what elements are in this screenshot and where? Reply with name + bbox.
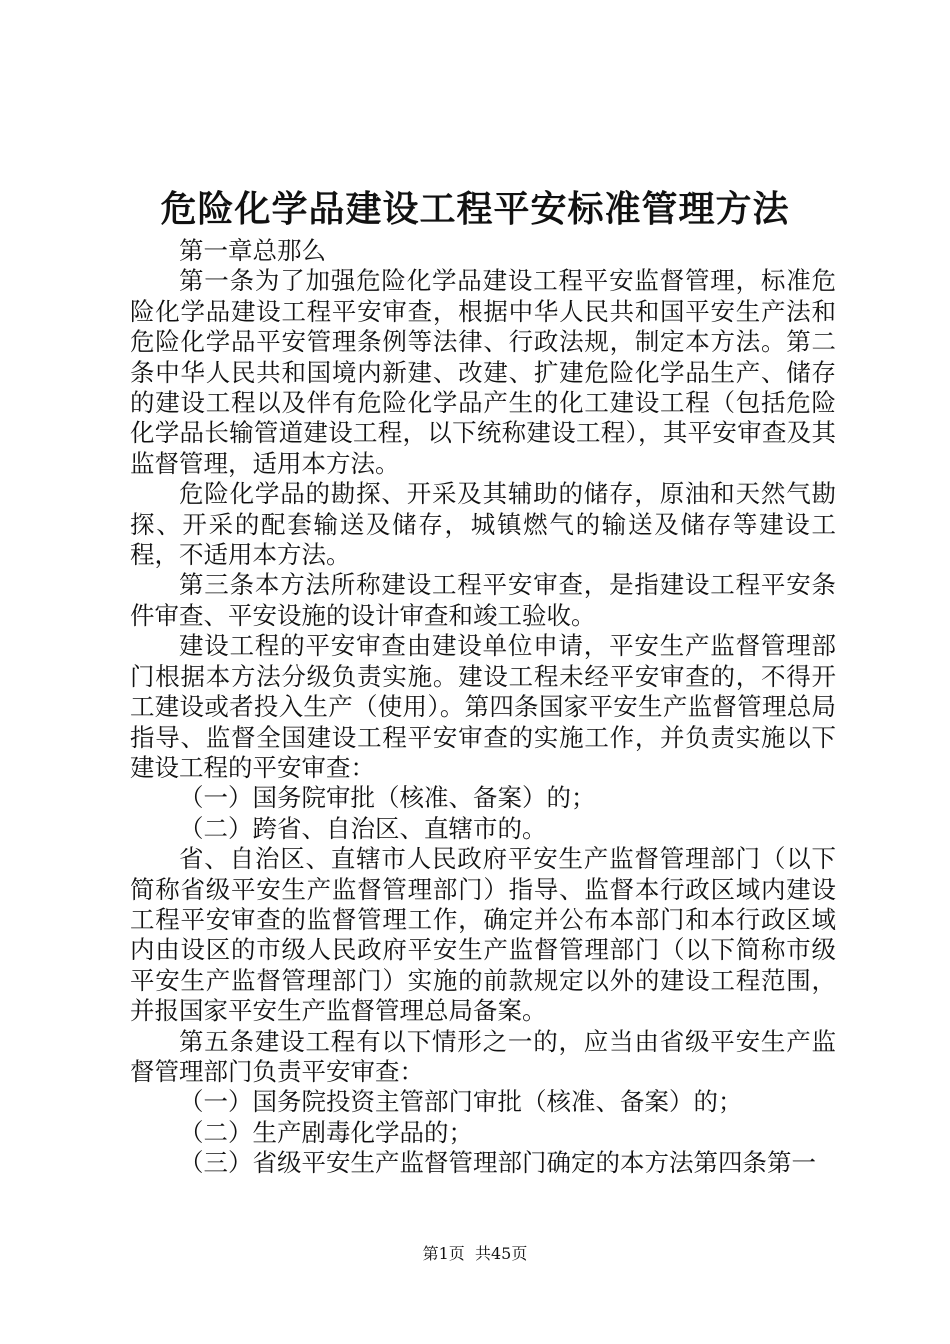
- page-number: 第1页: [422, 1244, 465, 1263]
- paragraph: （二）生产剧毒化学品的；: [179, 1117, 473, 1147]
- page-footer: [0, 1243, 950, 1265]
- document-title: 危险化学品建设工程平安标准管理方法: [160, 188, 790, 230]
- document-body: [130, 236, 836, 1179]
- paragraph: 建设工程的平安审查由建设单位申请，平安生产监督管理部门根据本方法分级负责实施。建设工程未经平安审查的，不得开工建设或者投入生产（使用）。第四条国家平安生产监督管理总局指导、监督全国建设工程平安审查的实施工作，并负责实施以下建设工程的平安审查：: [130, 631, 836, 782]
- paragraph: 危险化学品的勘探、开采及其辅助的储存，原油和天然气勘探、开采的配套输送及储存，城镇燃气的输送及储存等建设工程，不适用本方法。: [130, 479, 836, 570]
- paragraph: （三）省级平安生产监督管理部门确定的本方法第四条第一: [179, 1148, 816, 1178]
- paragraph: （一）国务院审批（核准、备案）的；: [179, 783, 596, 813]
- paragraph: 第一章总那么: [179, 236, 326, 265]
- paragraph: 第五条建设工程有以下情形之一的，应当由省级平安生产监督管理部门负责平安审查：: [130, 1026, 836, 1086]
- paragraph: （二）跨省、自治区、直辖市的。: [179, 813, 547, 843]
- page-total: 共45页: [474, 1244, 528, 1263]
- paragraph: 第三条本方法所称建设工程平安审查，是指建设工程平安条件审查、平安设施的设计审查和竣工验收。: [130, 570, 836, 630]
- paragraph: 第一条为了加强危险化学品建设工程平安监督管理，标准危险化学品建设工程平安审查，根据中华人民共和国平安生产法和危险化学品平安管理条例等法律、行政法规，制定本方法。第二条中华人民共和国境内新建、改建、扩建危险化学品生产、储存的建设工程以及伴有危险化学品产生的化工建设工程（包括危险化学品长输管道建设工程，以下统称建设工程），其平安审查及其监督管理，适用本方法。: [130, 266, 836, 478]
- paragraph: 省、自治区、直辖市人民政府平安生产监督管理部门（以下简称省级平安生产监督管理部门）指导、监督本行政区域内建设工程平安审查的监督管理工作，确定并公布本部门和本行政区域内由设区的市级人民政府平安生产监督管理部门（以下简称市级平安生产监督管理部门）实施的前款规定以外的建设工程范围，并报国家平安生产监督管理总局备案。: [130, 844, 836, 1026]
- paragraph: （一）国务院投资主管部门审批（核准、备案）的；: [179, 1087, 743, 1117]
